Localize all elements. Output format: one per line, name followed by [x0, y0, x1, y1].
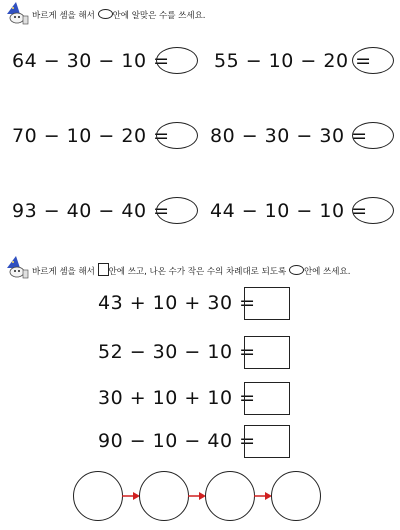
wizard-mascot-icon [4, 256, 30, 280]
problem-expression: 30 + 10 + 10 = [98, 387, 256, 409]
section2-instruction [32, 263, 350, 278]
answer-oval[interactable] [156, 197, 198, 224]
arrow-right-icon [188, 492, 206, 500]
instruction-text: 안에 쓰고, 나온 수가 작은 수의 차례대로 되도록 [108, 267, 287, 277]
problem-expression: 64 − 30 − 10 = [12, 50, 170, 72]
arrow-right-icon [254, 492, 272, 500]
instruction-text: 바르게 셈을 해서 [32, 267, 95, 277]
wizard-mascot-icon [4, 2, 30, 26]
problem-expression: 44 − 10 − 10 = [210, 200, 368, 222]
problem-expression: 70 − 10 − 20 = [12, 125, 170, 147]
answer-box[interactable] [244, 382, 290, 415]
answer-oval[interactable] [156, 122, 198, 149]
order-circle[interactable] [139, 471, 189, 521]
problem-expression: 93 − 40 − 40 = [12, 200, 170, 222]
problem-expression: 43 + 10 + 30 = [98, 292, 256, 314]
answer-oval[interactable] [352, 122, 394, 149]
answer-oval[interactable] [156, 47, 198, 74]
instruction-text: 안에 쓰세요. [303, 267, 351, 277]
instruction-text: 바르게 셈을 해서 [32, 11, 95, 21]
oval-symbol-icon [289, 265, 304, 275]
problem-expression: 52 − 30 − 10 = [98, 341, 256, 363]
answer-box[interactable] [244, 287, 290, 320]
answer-box[interactable] [244, 425, 290, 458]
answer-oval[interactable] [352, 197, 394, 224]
arrow-right-icon [122, 492, 140, 500]
problem-expression: 90 − 10 − 40 = [98, 430, 256, 452]
box-symbol-icon [98, 263, 109, 276]
order-circle[interactable] [271, 471, 321, 521]
problem-expression: 80 − 30 − 30 = [210, 125, 368, 147]
answer-box[interactable] [244, 336, 290, 369]
order-circle[interactable] [205, 471, 255, 521]
oval-symbol-icon [98, 9, 113, 19]
instruction-text: 안에 알맞은 수를 쓰세요. [112, 11, 206, 21]
section1-instruction [32, 9, 206, 22]
problem-expression: 55 − 10 − 20 = [214, 50, 372, 72]
order-circle[interactable] [73, 471, 123, 521]
answer-oval[interactable] [352, 47, 394, 74]
